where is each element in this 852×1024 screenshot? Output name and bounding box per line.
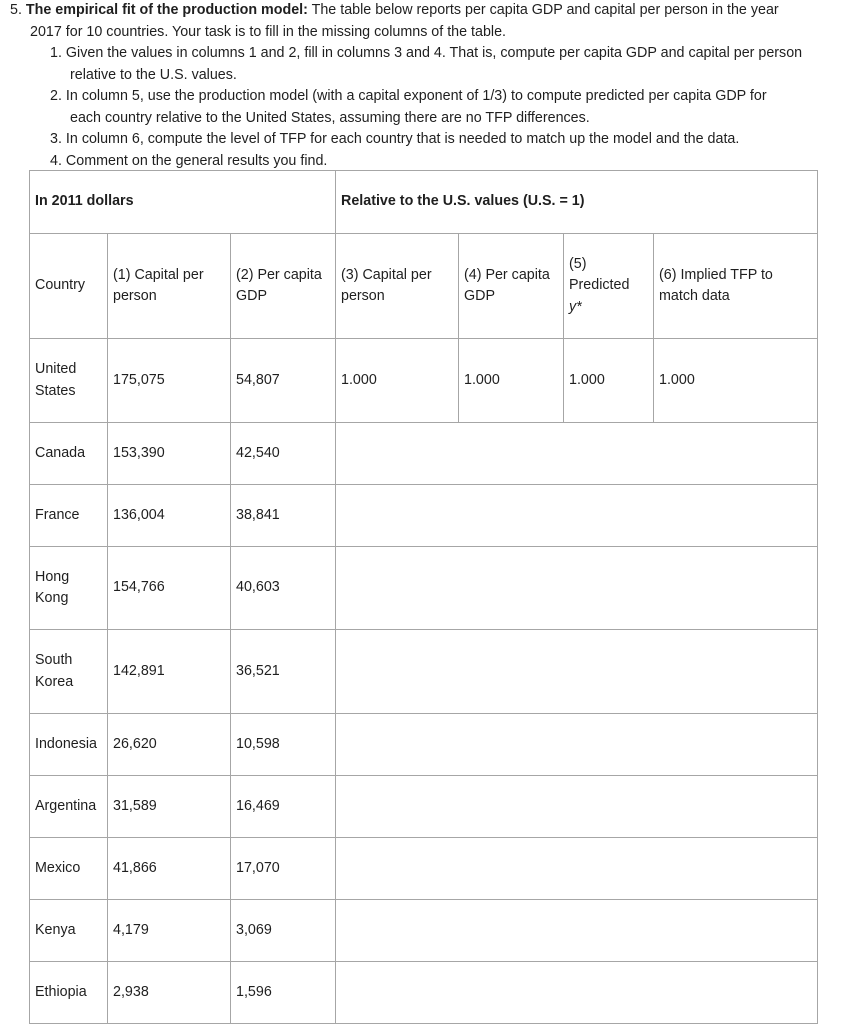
cell-blank-answers: [336, 776, 818, 838]
cell-capital: 175,075: [108, 339, 231, 423]
cell-gdp: 16,469: [231, 776, 336, 838]
cell-blank-answers: [336, 423, 818, 485]
problem-heading-line: [10, 0, 852, 22]
instruction-4-number: 4.: [50, 152, 62, 169]
header-rel-per-capita-gdp: (4) Per capita GDP: [459, 234, 564, 339]
instruction-3: [10, 129, 852, 151]
cell-capital: 142,891: [108, 630, 231, 714]
cell-country: Ethiopia: [30, 962, 108, 1024]
cell-capital: 136,004: [108, 485, 231, 547]
cell-country: Kenya: [30, 900, 108, 962]
cell-country: Argentina: [30, 776, 108, 838]
column-header-row: [30, 234, 818, 339]
cell-gdp: 40,603: [231, 547, 336, 630]
instruction-3-number: 3.: [50, 131, 62, 147]
table-row: [30, 485, 818, 547]
cell-capital: 153,390: [108, 423, 231, 485]
group-header-row: [30, 171, 818, 234]
instruction-1: [10, 43, 852, 65]
cell-capital: 154,766: [108, 547, 231, 630]
problem-intro-1: The table below reports per capita GDP and capital per person in the year: [311, 2, 779, 18]
table-row: [30, 423, 818, 485]
cell-blank-answers: [336, 485, 818, 547]
cell-gdp: 1,596: [231, 962, 336, 1024]
cell-country: Mexico: [30, 838, 108, 900]
table-row: [30, 547, 818, 630]
cell-blank-answers: [336, 630, 818, 714]
header-predicted-label: Predicted: [569, 277, 630, 294]
cell-rel-capital: 1.000: [336, 339, 459, 423]
cell-gdp: 17,070: [231, 838, 336, 900]
instruction-2-number: 2.: [50, 88, 62, 104]
gdp-capital-table: [29, 170, 818, 1024]
cell-capital: 2,938: [108, 962, 231, 1024]
problem-title: The empirical fit of the production model:: [25, 2, 308, 18]
cell-predicted: 1.000: [564, 339, 654, 423]
cell-blank-answers: [336, 714, 818, 776]
header-implied-tfp: (6) Implied TFP to match data: [654, 234, 818, 339]
instruction-4: [10, 151, 852, 173]
instruction-1-cont: relative to the U.S. values.: [70, 66, 237, 83]
header-predicted-number: (5): [569, 255, 587, 272]
instruction-2: [10, 86, 852, 108]
table-row: [30, 714, 818, 776]
cell-capital: 41,866: [108, 838, 231, 900]
cell-gdp: 42,540: [231, 423, 336, 485]
cell-tfp: 1.000: [654, 339, 818, 423]
header-country: Country: [30, 234, 108, 339]
header-predicted-var: y*: [569, 298, 582, 315]
header-capital-per-person: (1) Capital per person: [108, 234, 231, 339]
cell-country: Hong Kong: [30, 547, 108, 630]
table-row: [30, 838, 818, 900]
table-row: [30, 630, 818, 714]
instruction-3-text: In column 6, compute the level of TFP for each country that is needed to match up the model and the data.: [65, 131, 740, 147]
table-row: [30, 776, 818, 838]
table-row: [30, 900, 818, 962]
cell-gdp: 3,069: [231, 900, 336, 962]
cell-country: United States: [30, 339, 108, 423]
problem-statement: [10, 0, 852, 172]
cell-blank-answers: [336, 900, 818, 962]
instruction-2-cont: each country relative to the United States, assuming there are no TFP differences.: [70, 109, 590, 126]
cell-blank-answers: [336, 838, 818, 900]
problem-number: 5.: [10, 2, 22, 18]
cell-rel-gdp: 1.000: [459, 339, 564, 423]
cell-gdp: 10,598: [231, 714, 336, 776]
cell-blank-answers: [336, 547, 818, 630]
problem-intro-2: 2017 for 10 countries. Your task is to fill in the missing columns of the table.: [30, 23, 507, 40]
cell-blank-answers: [336, 962, 818, 1024]
header-predicted-y: [564, 234, 654, 339]
instruction-4-text: Comment on the general results you find.: [65, 152, 328, 169]
instruction-1-number: 1.: [50, 45, 62, 61]
cell-gdp: 38,841: [231, 485, 336, 547]
group-header-relative-us: Relative to the U.S. values (U.S. = 1): [336, 171, 818, 234]
group-header-2011-dollars: In 2011 dollars: [30, 171, 336, 234]
cell-capital: 26,620: [108, 714, 231, 776]
cell-gdp: 54,807: [231, 339, 336, 423]
instruction-2-text: In column 5, use the production model (with a capital exponent of 1/3) to compute predicted per capita GDP for: [65, 88, 767, 104]
cell-country: South Korea: [30, 630, 108, 714]
cell-capital: 4,179: [108, 900, 231, 962]
header-rel-capital-per-person: (3) Capital per person: [336, 234, 459, 339]
cell-country: France: [30, 485, 108, 547]
instruction-1-text: Given the values in columns 1 and 2, fill in columns 3 and 4. That is, compute per capita GDP and capital per person: [65, 45, 803, 61]
cell-country: Canada: [30, 423, 108, 485]
cell-country: Indonesia: [30, 714, 108, 776]
table-row: [30, 339, 818, 423]
cell-capital: 31,589: [108, 776, 231, 838]
header-per-capita-gdp: (2) Per capita GDP: [231, 234, 336, 339]
cell-gdp: 36,521: [231, 630, 336, 714]
table-row: [30, 962, 818, 1024]
